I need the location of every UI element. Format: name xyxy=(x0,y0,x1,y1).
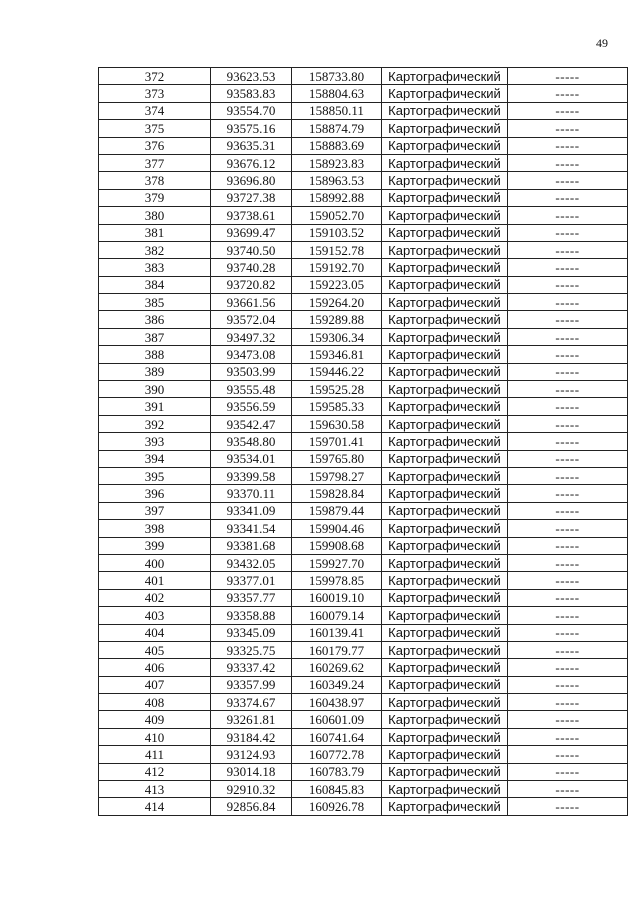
y-coordinate-cell: 159904.46 xyxy=(292,520,382,537)
table-row xyxy=(99,311,628,328)
table-row xyxy=(99,154,628,171)
x-coordinate-cell: 93548.80 xyxy=(211,433,292,450)
table-row xyxy=(99,120,628,137)
y-coordinate-cell: 159585.33 xyxy=(292,398,382,415)
y-coordinate-cell: 159525.28 xyxy=(292,381,382,398)
accuracy-cell: ----- xyxy=(508,607,628,624)
accuracy-cell: ----- xyxy=(508,259,628,276)
accuracy-cell: ----- xyxy=(508,781,628,798)
y-coordinate-cell: 160179.77 xyxy=(292,641,382,658)
method-cell: Картографический xyxy=(382,294,508,311)
table-row xyxy=(99,537,628,554)
method-cell: Картографический xyxy=(382,624,508,641)
table-row xyxy=(99,624,628,641)
accuracy-cell: ----- xyxy=(508,276,628,293)
y-coordinate-cell: 159289.88 xyxy=(292,311,382,328)
table-row xyxy=(99,346,628,363)
accuracy-cell: ----- xyxy=(508,189,628,206)
point-number-cell: 403 xyxy=(99,607,211,624)
point-number-cell: 413 xyxy=(99,781,211,798)
x-coordinate-cell: 92856.84 xyxy=(211,798,292,815)
y-coordinate-cell: 160269.62 xyxy=(292,659,382,676)
y-coordinate-cell: 159346.81 xyxy=(292,346,382,363)
accuracy-cell: ----- xyxy=(508,172,628,189)
table-row xyxy=(99,276,628,293)
y-coordinate-cell: 159908.68 xyxy=(292,537,382,554)
point-number-cell: 392 xyxy=(99,415,211,432)
point-number-cell: 391 xyxy=(99,398,211,415)
table-row xyxy=(99,224,628,241)
y-coordinate-cell: 159264.20 xyxy=(292,294,382,311)
point-number-cell: 396 xyxy=(99,485,211,502)
point-number-cell: 411 xyxy=(99,746,211,763)
table-row xyxy=(99,781,628,798)
table-row xyxy=(99,572,628,589)
point-number-cell: 378 xyxy=(99,172,211,189)
table-row xyxy=(99,746,628,763)
method-cell: Картографический xyxy=(382,554,508,571)
method-cell: Картографический xyxy=(382,85,508,102)
x-coordinate-cell: 93554.70 xyxy=(211,102,292,119)
x-coordinate-cell: 93432.05 xyxy=(211,554,292,571)
table-row xyxy=(99,607,628,624)
accuracy-cell: ----- xyxy=(508,485,628,502)
y-coordinate-cell: 159879.44 xyxy=(292,502,382,519)
point-number-cell: 401 xyxy=(99,572,211,589)
y-coordinate-cell: 159701.41 xyxy=(292,433,382,450)
point-number-cell: 382 xyxy=(99,241,211,258)
table-row xyxy=(99,363,628,380)
accuracy-cell: ----- xyxy=(508,398,628,415)
x-coordinate-cell: 93341.09 xyxy=(211,502,292,519)
accuracy-cell: ----- xyxy=(508,415,628,432)
accuracy-cell: ----- xyxy=(508,137,628,154)
accuracy-cell: ----- xyxy=(508,502,628,519)
point-number-cell: 409 xyxy=(99,711,211,728)
point-number-cell: 388 xyxy=(99,346,211,363)
x-coordinate-cell: 93358.88 xyxy=(211,607,292,624)
accuracy-cell: ----- xyxy=(508,746,628,763)
point-number-cell: 395 xyxy=(99,467,211,484)
point-number-cell: 385 xyxy=(99,294,211,311)
x-coordinate-cell: 93473.08 xyxy=(211,346,292,363)
y-coordinate-cell: 159192.70 xyxy=(292,259,382,276)
accuracy-cell: ----- xyxy=(508,763,628,780)
accuracy-cell: ----- xyxy=(508,154,628,171)
point-number-cell: 379 xyxy=(99,189,211,206)
point-number-cell: 406 xyxy=(99,659,211,676)
x-coordinate-cell: 93184.42 xyxy=(211,728,292,745)
y-coordinate-cell: 159927.70 xyxy=(292,554,382,571)
table-row xyxy=(99,520,628,537)
method-cell: Картографический xyxy=(382,659,508,676)
table-row xyxy=(99,467,628,484)
table-row xyxy=(99,485,628,502)
accuracy-cell: ----- xyxy=(508,224,628,241)
x-coordinate-cell: 93699.47 xyxy=(211,224,292,241)
x-coordinate-cell: 93381.68 xyxy=(211,537,292,554)
accuracy-cell: ----- xyxy=(508,120,628,137)
point-number-cell: 405 xyxy=(99,641,211,658)
accuracy-cell: ----- xyxy=(508,85,628,102)
x-coordinate-cell: 93555.48 xyxy=(211,381,292,398)
table-row xyxy=(99,381,628,398)
accuracy-cell: ----- xyxy=(508,467,628,484)
table-row xyxy=(99,676,628,693)
point-number-cell: 380 xyxy=(99,207,211,224)
table-row xyxy=(99,711,628,728)
x-coordinate-cell: 93572.04 xyxy=(211,311,292,328)
accuracy-cell: ----- xyxy=(508,537,628,554)
point-number-cell: 381 xyxy=(99,224,211,241)
table-row xyxy=(99,589,628,606)
accuracy-cell: ----- xyxy=(508,450,628,467)
method-cell: Картографический xyxy=(382,607,508,624)
table-row xyxy=(99,502,628,519)
method-cell: Картографический xyxy=(382,241,508,258)
accuracy-cell: ----- xyxy=(508,346,628,363)
y-coordinate-cell: 159765.80 xyxy=(292,450,382,467)
method-cell: Картографический xyxy=(382,781,508,798)
accuracy-cell: ----- xyxy=(508,659,628,676)
x-coordinate-cell: 93325.75 xyxy=(211,641,292,658)
table-row xyxy=(99,328,628,345)
x-coordinate-cell: 93556.59 xyxy=(211,398,292,415)
x-coordinate-cell: 93738.61 xyxy=(211,207,292,224)
method-cell: Картографический xyxy=(382,102,508,119)
y-coordinate-cell: 158923.83 xyxy=(292,154,382,171)
y-coordinate-cell: 160783.79 xyxy=(292,763,382,780)
accuracy-cell: ----- xyxy=(508,294,628,311)
accuracy-cell: ----- xyxy=(508,102,628,119)
accuracy-cell: ----- xyxy=(508,711,628,728)
method-cell: Картографический xyxy=(382,346,508,363)
accuracy-cell: ----- xyxy=(508,589,628,606)
x-coordinate-cell: 93583.83 xyxy=(211,85,292,102)
table-row xyxy=(99,641,628,658)
accuracy-cell: ----- xyxy=(508,554,628,571)
point-number-cell: 407 xyxy=(99,676,211,693)
table-row xyxy=(99,728,628,745)
point-number-cell: 398 xyxy=(99,520,211,537)
table-row xyxy=(99,763,628,780)
y-coordinate-cell: 160349.24 xyxy=(292,676,382,693)
method-cell: Картографический xyxy=(382,172,508,189)
accuracy-cell: ----- xyxy=(508,328,628,345)
point-number-cell: 374 xyxy=(99,102,211,119)
method-cell: Картографический xyxy=(382,433,508,450)
method-cell: Картографический xyxy=(382,572,508,589)
x-coordinate-cell: 93740.50 xyxy=(211,241,292,258)
table-row xyxy=(99,798,628,815)
method-cell: Картографический xyxy=(382,520,508,537)
accuracy-cell: ----- xyxy=(508,520,628,537)
y-coordinate-cell: 159152.78 xyxy=(292,241,382,258)
point-number-cell: 404 xyxy=(99,624,211,641)
coordinates-table xyxy=(98,67,628,816)
table-row xyxy=(99,433,628,450)
y-coordinate-cell: 159828.84 xyxy=(292,485,382,502)
x-coordinate-cell: 93357.77 xyxy=(211,589,292,606)
accuracy-cell: ----- xyxy=(508,572,628,589)
y-coordinate-cell: 159052.70 xyxy=(292,207,382,224)
point-number-cell: 394 xyxy=(99,450,211,467)
y-coordinate-cell: 160139.41 xyxy=(292,624,382,641)
y-coordinate-cell: 158850.11 xyxy=(292,102,382,119)
x-coordinate-cell: 93370.11 xyxy=(211,485,292,502)
table-row xyxy=(99,415,628,432)
method-cell: Картографический xyxy=(382,728,508,745)
table-row xyxy=(99,85,628,102)
method-cell: Картографический xyxy=(382,276,508,293)
table-row xyxy=(99,259,628,276)
table-row xyxy=(99,554,628,571)
accuracy-cell: ----- xyxy=(508,798,628,815)
point-number-cell: 387 xyxy=(99,328,211,345)
point-number-cell: 393 xyxy=(99,433,211,450)
method-cell: Картографический xyxy=(382,485,508,502)
method-cell: Картографический xyxy=(382,415,508,432)
x-coordinate-cell: 93399.58 xyxy=(211,467,292,484)
method-cell: Картографический xyxy=(382,537,508,554)
method-cell: Картографический xyxy=(382,328,508,345)
y-coordinate-cell: 159978.85 xyxy=(292,572,382,589)
y-coordinate-cell: 160019.10 xyxy=(292,589,382,606)
accuracy-cell: ----- xyxy=(508,624,628,641)
accuracy-cell: ----- xyxy=(508,381,628,398)
accuracy-cell: ----- xyxy=(508,694,628,711)
x-coordinate-cell: 93727.38 xyxy=(211,189,292,206)
table-row xyxy=(99,294,628,311)
y-coordinate-cell: 159446.22 xyxy=(292,363,382,380)
table-row xyxy=(99,207,628,224)
x-coordinate-cell: 93337.42 xyxy=(211,659,292,676)
y-coordinate-cell: 159223.05 xyxy=(292,276,382,293)
method-cell: Картографический xyxy=(382,224,508,241)
method-cell: Картографический xyxy=(382,694,508,711)
accuracy-cell: ----- xyxy=(508,728,628,745)
x-coordinate-cell: 93374.67 xyxy=(211,694,292,711)
y-coordinate-cell: 159306.34 xyxy=(292,328,382,345)
point-number-cell: 386 xyxy=(99,311,211,328)
method-cell: Картографический xyxy=(382,450,508,467)
x-coordinate-cell: 93623.53 xyxy=(211,68,292,85)
y-coordinate-cell: 159798.27 xyxy=(292,467,382,484)
method-cell: Картографический xyxy=(382,467,508,484)
method-cell: Картографический xyxy=(382,363,508,380)
y-coordinate-cell: 158804.63 xyxy=(292,85,382,102)
y-coordinate-cell: 160438.97 xyxy=(292,694,382,711)
y-coordinate-cell: 160079.14 xyxy=(292,607,382,624)
point-number-cell: 372 xyxy=(99,68,211,85)
accuracy-cell: ----- xyxy=(508,207,628,224)
x-coordinate-cell: 93740.28 xyxy=(211,259,292,276)
method-cell: Картографический xyxy=(382,502,508,519)
y-coordinate-cell: 158883.69 xyxy=(292,137,382,154)
method-cell: Картографический xyxy=(382,259,508,276)
y-coordinate-cell: 160926.78 xyxy=(292,798,382,815)
x-coordinate-cell: 93261.81 xyxy=(211,711,292,728)
x-coordinate-cell: 93720.82 xyxy=(211,276,292,293)
point-number-cell: 390 xyxy=(99,381,211,398)
y-coordinate-cell: 160741.64 xyxy=(292,728,382,745)
table-row xyxy=(99,450,628,467)
accuracy-cell: ----- xyxy=(508,68,628,85)
method-cell: Картографический xyxy=(382,746,508,763)
point-number-cell: 397 xyxy=(99,502,211,519)
page-number: 49 xyxy=(596,36,608,50)
point-number-cell: 373 xyxy=(99,85,211,102)
coordinates-table-body xyxy=(99,68,628,816)
method-cell: Картографический xyxy=(382,711,508,728)
x-coordinate-cell: 93345.09 xyxy=(211,624,292,641)
point-number-cell: 414 xyxy=(99,798,211,815)
method-cell: Картографический xyxy=(382,68,508,85)
x-coordinate-cell: 93503.99 xyxy=(211,363,292,380)
method-cell: Картографический xyxy=(382,120,508,137)
point-number-cell: 375 xyxy=(99,120,211,137)
x-coordinate-cell: 93014.18 xyxy=(211,763,292,780)
y-coordinate-cell: 159103.52 xyxy=(292,224,382,241)
table-row xyxy=(99,172,628,189)
method-cell: Картографический xyxy=(382,207,508,224)
point-number-cell: 377 xyxy=(99,154,211,171)
y-coordinate-cell: 160772.78 xyxy=(292,746,382,763)
x-coordinate-cell: 93635.31 xyxy=(211,137,292,154)
y-coordinate-cell: 158992.88 xyxy=(292,189,382,206)
accuracy-cell: ----- xyxy=(508,676,628,693)
table-row xyxy=(99,102,628,119)
point-number-cell: 399 xyxy=(99,537,211,554)
method-cell: Картографический xyxy=(382,381,508,398)
x-coordinate-cell: 93341.54 xyxy=(211,520,292,537)
x-coordinate-cell: 93676.12 xyxy=(211,154,292,171)
accuracy-cell: ----- xyxy=(508,433,628,450)
point-number-cell: 408 xyxy=(99,694,211,711)
table-row xyxy=(99,241,628,258)
x-coordinate-cell: 93696.80 xyxy=(211,172,292,189)
method-cell: Картографический xyxy=(382,137,508,154)
method-cell: Картографический xyxy=(382,798,508,815)
point-number-cell: 383 xyxy=(99,259,211,276)
x-coordinate-cell: 93575.16 xyxy=(211,120,292,137)
method-cell: Картографический xyxy=(382,641,508,658)
x-coordinate-cell: 92910.32 xyxy=(211,781,292,798)
method-cell: Картографический xyxy=(382,154,508,171)
table-row xyxy=(99,68,628,85)
point-number-cell: 402 xyxy=(99,589,211,606)
accuracy-cell: ----- xyxy=(508,241,628,258)
y-coordinate-cell: 160601.09 xyxy=(292,711,382,728)
x-coordinate-cell: 93661.56 xyxy=(211,294,292,311)
table-row xyxy=(99,694,628,711)
y-coordinate-cell: 158963.53 xyxy=(292,172,382,189)
accuracy-cell: ----- xyxy=(508,641,628,658)
point-number-cell: 389 xyxy=(99,363,211,380)
table-row xyxy=(99,398,628,415)
method-cell: Картографический xyxy=(382,311,508,328)
x-coordinate-cell: 93124.93 xyxy=(211,746,292,763)
accuracy-cell: ----- xyxy=(508,363,628,380)
point-number-cell: 376 xyxy=(99,137,211,154)
x-coordinate-cell: 93542.47 xyxy=(211,415,292,432)
x-coordinate-cell: 93534.01 xyxy=(211,450,292,467)
point-number-cell: 412 xyxy=(99,763,211,780)
point-number-cell: 384 xyxy=(99,276,211,293)
table-row xyxy=(99,659,628,676)
x-coordinate-cell: 93497.32 xyxy=(211,328,292,345)
table-row xyxy=(99,189,628,206)
point-number-cell: 400 xyxy=(99,554,211,571)
method-cell: Картографический xyxy=(382,398,508,415)
y-coordinate-cell: 158733.80 xyxy=(292,68,382,85)
point-number-cell: 410 xyxy=(99,728,211,745)
method-cell: Картографический xyxy=(382,763,508,780)
method-cell: Картографический xyxy=(382,589,508,606)
y-coordinate-cell: 160845.83 xyxy=(292,781,382,798)
x-coordinate-cell: 93377.01 xyxy=(211,572,292,589)
y-coordinate-cell: 158874.79 xyxy=(292,120,382,137)
table-row xyxy=(99,137,628,154)
y-coordinate-cell: 159630.58 xyxy=(292,415,382,432)
method-cell: Картографический xyxy=(382,189,508,206)
accuracy-cell: ----- xyxy=(508,311,628,328)
x-coordinate-cell: 93357.99 xyxy=(211,676,292,693)
method-cell: Картографический xyxy=(382,676,508,693)
